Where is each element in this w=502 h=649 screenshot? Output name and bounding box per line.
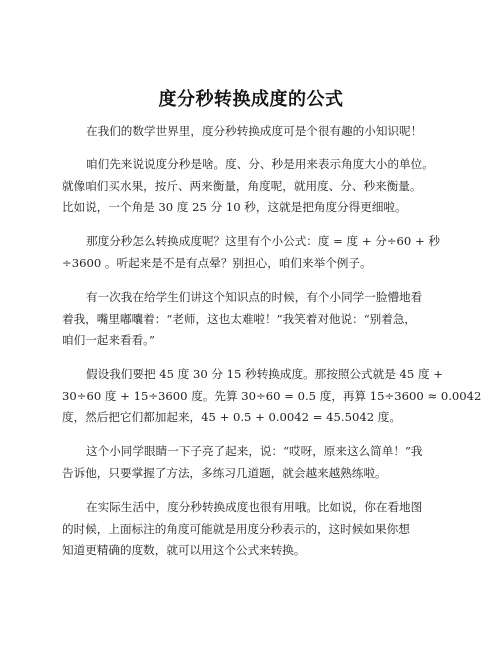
paragraph-line: 这个小同学眼睛一下子亮了起来，说：“哎呀，原来这么简单！”我 <box>86 444 423 458</box>
paragraph-7 <box>62 497 456 562</box>
paragraph-line: 假设我们要把 45 度 30 分 15 秒转换成度。那按照公式就是 45 度 + <box>86 367 443 381</box>
paragraph-line: ÷3600 。听起来是不是有点晕？别担心，咱们来举个例子。 <box>62 255 372 270</box>
paragraph-line: 咱们先来说说度分秒是啥。度、分、秒是用来表示角度大小的单位。 <box>86 157 434 171</box>
paragraph-line: 知道更精确的度数，就可以用这个公式来转换。 <box>62 543 306 557</box>
paragraph-5 <box>62 364 482 429</box>
paragraph-line: 度，然后把它们都加起来，45 + 0.5 + 0.0042 = 45.5042 度。 <box>62 410 401 424</box>
paragraph-line: 比如说，一个角是 30 度 25 分 10 秒，这就是把角度分得更细啦。 <box>62 200 407 214</box>
paragraph-line: 告诉他，只要掌握了方法，多练习几道题，就会越来越熟练啦。 <box>62 465 387 480</box>
paragraph-line: 着我，嘴里嘟囔着：“老师，这也太难啦！”我笑着对他说：“别着急， <box>62 311 417 326</box>
paragraph-line: 咱们一起来看看。” <box>62 333 155 347</box>
paragraph-line: 30÷60 度 + 15÷3600 度。先算 30÷60 = 0.5 度，再算 15÷3600 ≈ 0.0042 <box>62 388 482 403</box>
paragraph-2 <box>62 154 456 219</box>
paragraph-line: 在实际生活中，度分秒转换成度也很有用哦。比如说，你在看地图 <box>86 500 423 514</box>
paragraph-3 <box>62 231 456 274</box>
paragraph-line: 就像咱们买水果，按斤、两来衡量，角度呢，就用度、分、秒来衡量。 <box>62 178 422 193</box>
paragraph-line: 的时候，上面标注的角度可能就是用度分秒表示的，这时候如果你想 <box>62 521 410 536</box>
paragraph-line: 在我们的数学世界里，度分秒转换成度可是个很有趣的小知识呢！ <box>86 124 423 138</box>
document-title: 度分秒转换成度的公式 <box>158 89 344 110</box>
paragraph-4 <box>62 287 456 352</box>
paragraph-line: 那度分秒怎么转换成度呢？这里有个小公式：度 = 度 + 分÷60 + 秒 <box>86 234 440 248</box>
paragraph-1 <box>62 121 456 143</box>
paragraph-6 <box>62 441 456 484</box>
paragraph-line: 有一次我在给学生们讲这个知识点的时候，有个小同学一脸懵地看 <box>86 290 423 304</box>
